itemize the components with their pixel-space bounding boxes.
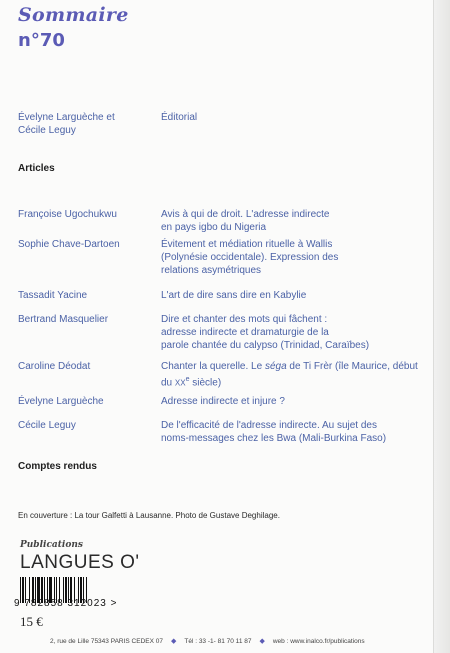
article-title-line: noms-messages chez les Bwa (Mali-Burkina Faso) — [161, 433, 387, 444]
article-title — [161, 419, 421, 445]
article-title — [161, 208, 351, 234]
article-author: Évelyne Larguèche — [18, 396, 104, 407]
title-text: siècle) — [189, 377, 222, 389]
article-title — [161, 313, 421, 352]
article-title-line: adresse indirecte et dramaturgie de la — [161, 327, 329, 338]
century-numeral: XX — [174, 378, 186, 388]
article-title-line: Avis à qui de droit. L'adresse indirecte — [161, 209, 330, 220]
reviews-heading: Comptes rendus — [18, 461, 97, 472]
page-edge — [433, 0, 450, 653]
footer-contact — [50, 637, 365, 645]
article-title-line: Dire et chanter des mots qui fâchent : — [161, 314, 328, 325]
article-title — [161, 395, 351, 408]
article-title — [161, 289, 351, 302]
diamond-icon: ◆ — [259, 638, 265, 645]
publisher-name: LANGUES O' — [20, 552, 140, 573]
article-author: Françoise Ugochukwu — [18, 209, 117, 220]
article-title-line: Adresse indirecte et injure ? — [161, 396, 285, 407]
article-title-line: Évitement et médiation rituelle à Wallis — [161, 239, 333, 250]
article-title-line — [161, 373, 421, 389]
editorial-author-line: Cécile Leguy — [18, 125, 76, 136]
price: 15 € — [20, 614, 43, 629]
century-suffix: e — [185, 376, 190, 383]
issue-number: n°70 — [18, 30, 65, 51]
article-author: Cécile Leguy — [18, 420, 76, 431]
footer-web: web : www.inalco.fr/publications — [272, 638, 365, 645]
contents-title: Sommaire — [18, 4, 129, 26]
article-title-line — [161, 360, 421, 373]
footer-address: 2, rue de Lille 75343 PARIS CEDEX 07 — [50, 638, 163, 645]
article-title-line: relations asymétriques — [161, 265, 262, 276]
publisher-label: Publications — [20, 540, 83, 550]
isbn-digits: 9 782858 312023 > — [14, 598, 118, 609]
article-title-line: (Polynésie occidentale). Expression des — [161, 252, 339, 263]
article-title-line: en pays igbo du Nigeria — [161, 222, 267, 233]
title-italic-text: séga — [264, 361, 287, 372]
title-text: du — [161, 377, 175, 389]
diamond-icon: ◆ — [170, 638, 177, 645]
article-title-line: parole chantée du calypso (Trinidad, Caraïbes) — [161, 340, 370, 351]
articles-heading: Articles — [18, 163, 55, 174]
editorial-title: Éditorial — [161, 112, 198, 123]
editorial-author-line: Évelyne Larguèche et — [18, 112, 115, 123]
footer-phone: Tél : 33 -1- 81 70 11 87 — [184, 638, 252, 645]
article-title — [161, 238, 351, 277]
article-title — [161, 360, 421, 389]
title-text: de Ti Frèr (île Maurice, début — [286, 361, 418, 372]
article-author: Tassadit Yacine — [18, 290, 88, 301]
article-title-line: L'art de dire sans dire en Kabylie — [161, 290, 307, 301]
title-text: Chanter la querelle. Le — [161, 361, 265, 372]
article-title-line: De l'efficacité de l'adresse indirecte. Au sujet des — [161, 420, 377, 431]
editorial-authors — [18, 111, 153, 137]
cover-credit: En couverture : La tour Galfetti à Lausanne. Photo de Gustave Deghilage. — [18, 511, 280, 520]
article-author: Bertrand Masquelier — [18, 314, 109, 325]
article-author: Caroline Déodat — [18, 361, 91, 372]
article-author: Sophie Chave-Dartoen — [18, 239, 120, 250]
publisher-logo — [20, 552, 140, 574]
